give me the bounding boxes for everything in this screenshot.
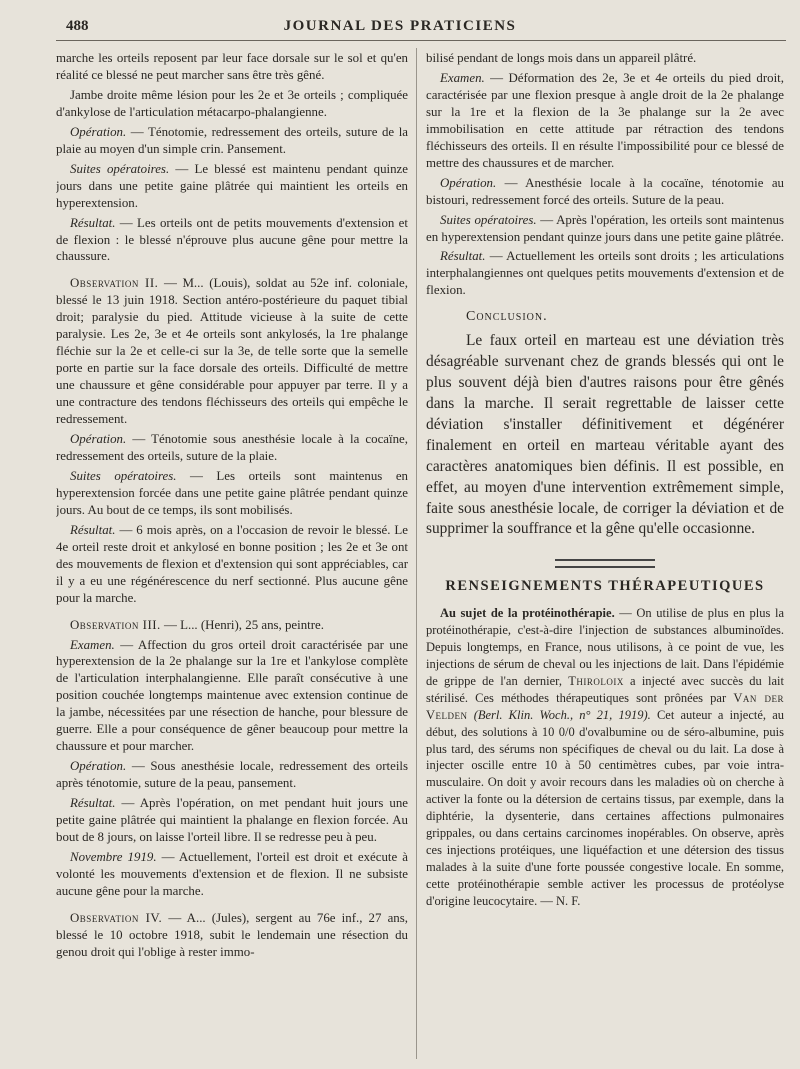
paragraph: Opération. — Anesthésie locale à la cocaïne, ténotomie au bistouri, redressement forcé des orteils. Suture de la peau. [426,175,784,207]
right-column [426,50,784,1061]
observation-heading: Observation II. — M... (Louis), soldat au 52e inf. coloniale, blessé le 13 juin 1918. Section antéro-postérieure du paquet tibial droit; paralysie du pied. Attitude vicieuse à la suite de cette paralysie. Les 2e, 3e et 4e orteils sont ankylosés, la 1re phalange fléchie sur la 2e et celle-ci sur la 3e, de telle sorte que la semelle porte en partie sur la face dorsale des orteils. Difficulté de mettre une chaussure et gêne considérable pour appuyer par terre. Il y a une contracture des tendons fléchisseurs des orteils qui empêche le redressement. [56,276,408,427]
observation-heading: Observation III. — L... (Henri), 25 ans, peintre. [70,617,325,632]
header-rule [56,40,786,41]
paragraph: Suites opératoires. — Les orteils sont maintenus en hyperextension forcée dans une petite gaine plâtrée pendant quinze jours. Au bout de ce temps, ils sont mobilisés. [56,468,408,517]
therapeutic-note [426,605,784,909]
paragraph: Résultat. — Les orteils ont de petits mouvements d'extension et de flexion : le blessé n'éprouve plus aucune gêne pour mettre la chaussure. [56,215,408,264]
paragraph: Résultat. — Actuellement les orteils sont droits ; les articulations interphalangiennes ont quelques petits mouvements d'extension et de flexion. [426,249,784,298]
paragraph: bilisé pendant de longs mois dans un appareil plâtré. [426,51,697,65]
paragraph: Suites opératoires. — Le blessé est maintenu pendant quinze jours dans une petite gaine plâtrée qui maintient les orteils en hyperextension. [56,161,408,210]
conclusion-heading: Conclusion. [466,309,548,325]
paragraph: Opération. — Sous anesthésie locale, redressement des orteils après ténotomie, suture de la peau, pansement. [56,759,408,791]
section-ornament [426,556,784,572]
conclusion-text: Le faux orteil en marteau est une déviation très désagréable survenant chez de grands blessés qui ont le plus souvent déjà bien d'autres raisons pour être gênés dans la marche. Il serait regrettable de laisser cette déviation s'installer définitivement et dégénérer finalement en orteil en marteau véritable ayant des caractères anatomiques bien définis. Il est possible, en effet, au moyen d'une intervention extrêmement simple, faite sous anesthésie locale, de corriger la déviation et de supprimer la souffrance et la gêne qu'elle occasionne. [426,332,784,538]
paragraph: Opération. — Ténotomie, redressement des orteils, suture de la plaie au moyen d'un simple crin. Pansement. [56,124,408,156]
paragraph: Opération. — Ténotomie sous anesthésie locale à la cocaïne, redressement des orteils, suture de la plaie. [56,432,408,463]
paragraph: Novembre 1919. — Actuellement, l'orteil est droit et exécute à volonté les mouvements d'extension et de flexion. Il ne subsiste aucune gêne pour la marche. [56,849,408,898]
paragraph: Jambe droite même lésion pour les 2e et 3e orteils ; compliquée d'ankylose de l'articulation métacarpo-phalangienne. [56,87,408,119]
paragraph: Suites opératoires. — Après l'opération, les orteils sont maintenus en hyperextension pendant quinze jours dans une petite gaine plâtrée. [426,212,784,244]
paragraph: Examen. — Déformation des 2e, 3e et 4e orteils du pied droit, caractérisée par une flexion presque à angle droit de la 2e phalange sur la 1re et la flexion de la 3e phalange sur la 2e avec immobilisation en cette attitude par rétraction des tendons fléchisseurs des orteils. Il en résulte l'impossibilité pour ce blessé de mettre des chaussures et de marcher. [426,70,784,170]
page-header [0,0,800,44]
column-divider [416,48,417,1059]
journal-title: JOURNAL DES PRATICIENS [283,18,517,34]
paragraph: Résultat. — 6 mois après, on a l'occasion de revoir le blessé. Le 4e orteil reste droit et ankylosé en bonne position ; les 2e et 3e ont des mouvements de flexion et d'extension qui sont appréciables, car il y a eu une régénérescence du nerf sectionné. Plus aucune gêne pour la marche. [56,522,408,605]
author-signature: N. F. [555,893,581,908]
paragraph: Examen. — Affection du gros orteil droit caractérisée par une hyperextension de la 2e phalange sur la 1re et l'ankylose complète de l'articulation interphalangienne. Elle paraît consécutive à une position couchée longtemps maintenue avec extension continue de la jambe, nécessitées par une résection de hanche, pour blessure de guerre. Elle a pour conséquence de gêner beaucoup pour mettre la chaussure et pour marcher. [56,637,408,754]
left-column [56,50,408,1061]
observation-heading: Observation IV. — A... (Jules), sergent au 76e inf., 27 ans, blessé le 10 octobre 1918, subit le lendemain une résection du genou droit qui l'oblige à rester immo- [56,910,408,959]
section-heading: RENSEIGNEMENTS THÉRAPEUTIQUES [445,578,765,595]
paragraph: marche les orteils reposent par leur face dorsale sur le sol et qu'en réalité ce blessé ne peut marcher sans être très gêné. [56,51,408,82]
page-number: 488 [66,18,89,34]
paragraph: Résultat. — Après l'opération, on met pendant huit jours une petite gaine plâtrée qui maintient la phalange en flexion forcée. Au bout de 8 jours, on laisse l'orteil libre. Il se redresse peu à peu. [56,796,408,844]
paragraph: Au sujet de la protéinothérapie. — On utilise de plus en plus la protéinothérapie, c'est-à-dire l'injection de substances albuminoïdes. Depuis longtemps, en France, nous utilisons, à ce point de vue, les injections de sérum de cheval ou les injections de lait. Dans l'épidémie de grippe de l'an dernier, Thiroloix a injecté avec succès du lait stérilisé. Ces méthodes thérapeutiques sont prônées par Van der Velden (Berl. Klin. Woch., n° 21, 1919). Cet auteur a injecté, au début, des solutions à 10 0/0 d'ovalbumine ou de séro-albumine, puis plus tard, des sérums non spécifiques de cheval ou du lait. La dose à injecter oscille entre 10 à 50 centimètres cubes, par voie intra-musculaire. On doit y avoir recours dans les maladies où on cherche à activer la fonte ou la détersion de certains tissus, par exemple, dans la diphtérie, la dysenterie, dans certaines affections pulmonaires grippales, ou dans certains carcinomes inopérables. On observe, après ces injections protéiques, une liquéfaction et une détersion des tissus malades à la suite d'une forte poussée congestive locale. En somme, cette protéinothérapie semble activer les processus de protéolyse d'origine leucocytaire. — N. F. [426,606,784,908]
